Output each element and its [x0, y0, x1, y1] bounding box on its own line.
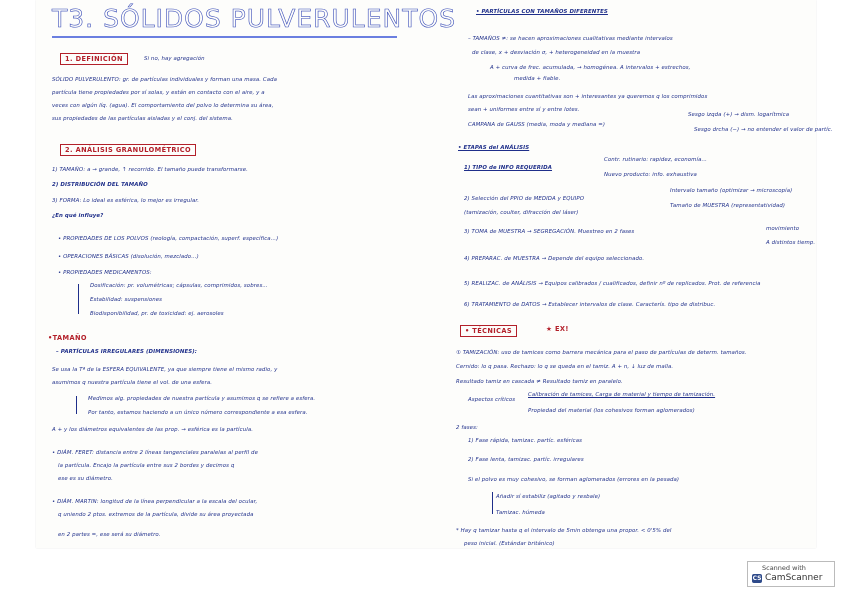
left-note-line: • PROPIEDADES DE LOS POLVOS (reología, compactación, superf. específica...)	[58, 236, 279, 242]
watermark-line1: Scanned with	[762, 564, 806, 572]
left-note-line: SÓLIDO PULVERULENTO: gr. de partículas individuales y forman una masa. Cada	[52, 77, 278, 83]
right-note-line: Sesgo izqda (+) → dism. logarítmica	[688, 112, 790, 118]
left-note-line: Estabilidad: suspensiones	[90, 297, 163, 303]
left-note-line: partícula tiene propiedades por sí solas, y están en contacto con el aire, y a	[52, 90, 265, 96]
right-note-line: Resultado tamiz en cascada ≠ Resultado tamiz en paralelo.	[456, 379, 623, 385]
bracket-fases	[492, 492, 493, 514]
left-note-line: Si no, hay agregación	[144, 56, 205, 62]
left-note-line: • DIÁM. MARTIN: longitud de la línea perpendicular a la escala del ocular,	[52, 499, 258, 505]
left-note-line: •TAMAÑO	[48, 334, 87, 342]
left-note-line: 2) DISTRIBUCIÓN DEL TAMAÑO	[52, 182, 148, 188]
right-note-line: 5) REALIZAC. de ANÁLISIS → Equipos calibrados / cualificados, definir nº de replicados. Prot. de referencia	[464, 281, 761, 287]
left-note-line: A + y los diámetros equivalentes de las prop. → esférica es la partícula.	[52, 427, 254, 433]
left-note-line: • PROPIEDADES MEDICAMENTOS:	[58, 270, 152, 276]
left-note-line: – PARTÍCULAS IRREGULARES (DIMENSIONES):	[56, 349, 198, 355]
right-note-line: A distintos tiemp.	[766, 240, 816, 246]
bracket-medicamentos	[78, 284, 79, 314]
camscanner-watermark	[747, 561, 835, 587]
right-note-line: movimiento	[766, 226, 800, 232]
right-note-line: Las aproximaciones cuantitativas son + interesantes ya queremos q los comprimidos	[468, 94, 708, 100]
right-note-line: Nuevo producto: info. exhaustiva	[604, 172, 697, 178]
left-note-line: ¿En qué influye?	[52, 213, 104, 219]
right-note-line: – TAMAÑOS ≠: se hacen aproximaciones cualitativas mediante intervalos	[468, 36, 673, 42]
right-note-line: Cernido: lo q pasa. Rechazo: lo q se queda en el tamiz. A + n, ↓ luz de malla.	[456, 364, 674, 370]
right-note-line: 6) TRATAMIENTO de DATOS → Establecer intervalos de clase. Caracterís. tipo de distribuc.	[464, 302, 716, 308]
right-note-line: * Hay q tamizar hasta q el intervalo de 5min obtenga una propor. < 0'5% del	[456, 528, 672, 534]
watermark-line2: CamScanner	[765, 573, 823, 583]
left-note-line: 2. ANÁLISIS GRANULOMÉTRICO	[60, 144, 196, 156]
left-note-line: Biodisponibilidad, pr. de toxicidad: ej. aerosoles	[90, 311, 224, 317]
left-note-line: 1) TAMAÑO: a → grande, ↑ recorrido. El tamaño puede transformarse.	[52, 167, 248, 173]
left-note-line: 3) FORMA: Lo ideal es esférica, lo mejor es irregular.	[52, 198, 200, 204]
right-note-line: Contr. rutinario: rapidez, economía...	[604, 157, 707, 163]
left-note-line: Medimos alg. propiedades de nuestra partícula y asumimos q se refiere a esfera.	[88, 396, 316, 402]
left-note-line: • OPERACIONES BÁSICAS (disolución, mezclado...)	[58, 254, 199, 260]
camscanner-logo-icon: CS	[752, 575, 762, 582]
right-note-line: de clase, x + desviación σ, + heterogeneidad en la muestra	[472, 50, 641, 56]
left-note-line: la partícula. Encajo la partícula entre sus 2 bordes y decimos q	[58, 463, 235, 469]
left-note-line: asumimos q nuestra partícula tiene el vol. de una esfera.	[52, 380, 213, 386]
right-note-line: Sesgo drcha (−) → no entender el valor de partíc.	[694, 127, 833, 133]
right-note-line: • TÉCNICAS	[460, 325, 517, 337]
right-note-line: 4) PREPARAC. de MUESTRA → Depende del equipo seleccionado.	[464, 256, 645, 262]
bracket-esfera	[76, 396, 77, 414]
left-note-line: ese es su diámetro.	[58, 476, 113, 482]
right-note-line: Tamaño de MUESTRA (representatividad)	[670, 203, 786, 209]
left-note-line: Dosificación: pr. volumétricas; cápsulas, comprimidos, sobres...	[90, 283, 268, 289]
right-note-line: sean + uniformes entre sí y entre lotes.	[468, 107, 580, 113]
title-underline	[52, 36, 397, 38]
right-note-line: Intervalo tamaño (optimizar → microscopía)	[670, 188, 793, 194]
right-note-line: 3) TOMA de MUESTRA → SEGREGACIÓN. Muestreo en 2 fases	[464, 229, 635, 235]
right-note-line: ★ EX!	[546, 325, 569, 333]
right-note-line: 2) Fase lenta, tamizac. partíc. irregulares	[468, 457, 584, 463]
right-note-line: Añadir sí estabiliz (agitado y resbale)	[496, 494, 601, 500]
right-note-line: Aspectos críticos	[468, 397, 516, 403]
left-note-line: • DIÁM. FERET: distancia entre 2 líneas tangenciales paralelas al perfil de	[52, 450, 258, 456]
right-note-line: Tamizac. húmeda	[496, 510, 545, 516]
right-note-line: Calibración de tamices, Carga de material y tiempo de tamización.	[528, 392, 716, 398]
right-note-line: ① TAMIZACIÓN: uso de tamices como barrera mecánica para el paso de partículas de determ. tamaños.	[456, 350, 747, 356]
right-note-line: • PARTÍCULAS CON TAMAÑOS DIFERENTES	[476, 9, 608, 15]
right-note-line: medida + fiable.	[514, 76, 561, 82]
right-note-line: 2 fases:	[456, 425, 478, 431]
left-note-line: sus propiedades de las partículas aisladas y el conj. del sistema.	[52, 116, 233, 122]
right-note-line: 1) Fase rápida, tamizac. partíc. esféricas	[468, 438, 583, 444]
left-note-line: Se usa la Tª de la ESFERA EQUIVALENTE, ya que siempre tiene el mismo radio, y	[52, 367, 278, 373]
right-note-line: A + curva de frec. acumulada, → homogénea. A intervalos + estrechos,	[490, 65, 691, 71]
right-note-line: • ETAPAS del ANÁLISIS	[458, 145, 530, 151]
notes-page	[36, 0, 833, 548]
right-note-line: peso inicial. (Estándar británico)	[464, 541, 555, 547]
left-note-line: en 2 partes =, ese será su diámetro.	[58, 532, 161, 538]
left-note-line: Por tanto, estamos haciendo a un único número correspondiente a esa esfera.	[88, 410, 308, 416]
left-note-line: 1. DEFINICIÓN	[60, 53, 128, 65]
right-note-line: CAMPANA de GAUSS (media, moda y mediana =)	[468, 122, 606, 128]
left-note-line: veces con algún líq. (agua). El comportamiento del polvo lo determina su área,	[52, 103, 274, 109]
right-note-line: (tamización, coulter, difracción del láser)	[464, 210, 579, 216]
right-note-line: 2) Selección del PPIO de MEDIDA y EQUIPO	[464, 196, 585, 202]
right-note-line: 1) TIPO de INFO REQUERIDA	[464, 165, 553, 171]
right-note-line: Si el polvo es muy cohesivo, se forman aglomerados (errores en la pesada)	[468, 477, 680, 483]
right-note-line: Propiedad del material (los cohesivos forman aglomerados)	[528, 408, 695, 414]
left-note-line: q uniendo 2 ptos. extremos de la partícula, divide su área proyectada	[58, 512, 254, 518]
page-title: T3. SÓLIDOS PULVERULENTOS	[52, 4, 457, 33]
